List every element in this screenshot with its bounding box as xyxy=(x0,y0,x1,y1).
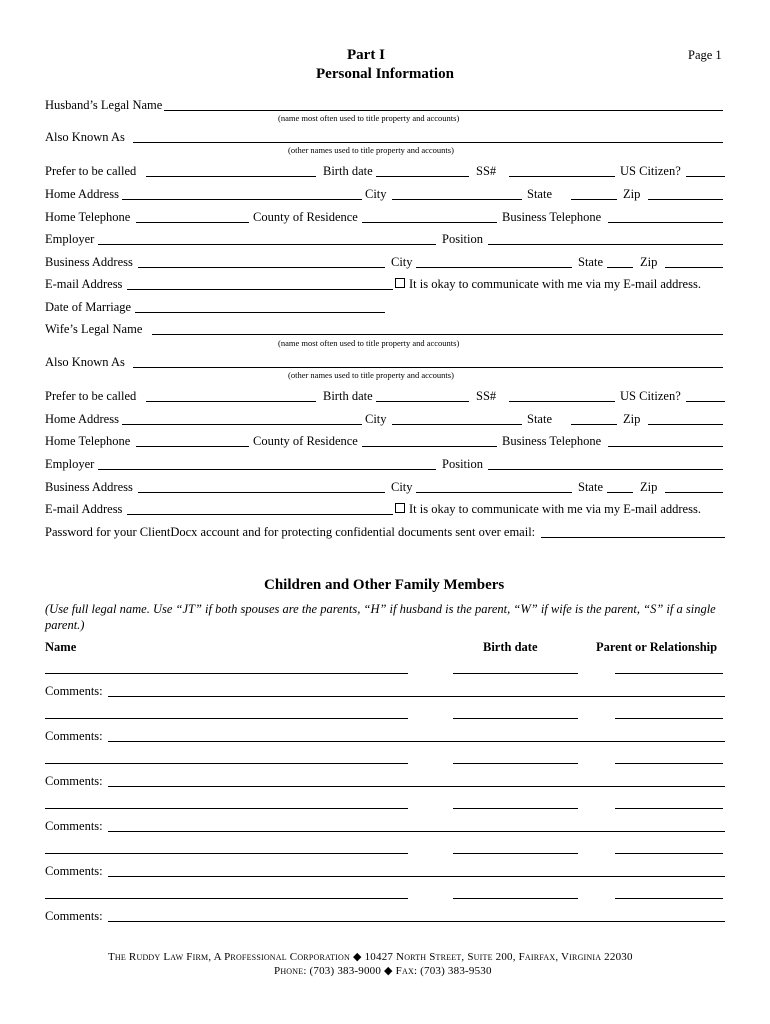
comments-label: Comments: xyxy=(45,909,103,923)
diamond-icon: ◆ xyxy=(384,965,393,977)
diamond-icon: ◆ xyxy=(352,951,362,963)
footer-line1 xyxy=(108,950,633,963)
wife-aka-label: Also Known As xyxy=(45,355,125,369)
children-instructions: (Use full legal name. Use “JT” if both spouses are the parents, “H” if husband is the parent, “W” if wife is the parent, “S” if a single parent.) xyxy=(45,602,716,632)
child-parent-field[interactable] xyxy=(615,853,723,854)
wife-county-label: County of Residence xyxy=(253,434,358,448)
wife-prefer-field[interactable] xyxy=(146,401,316,402)
firm-address: 10427 North Street, Suite 200, Fairfax, Virginia 22030 xyxy=(364,951,633,963)
husband-employer-label: Employer xyxy=(45,232,95,246)
child-birth-field[interactable] xyxy=(453,673,578,674)
child-name-field[interactable] xyxy=(45,763,408,764)
child-birth-field[interactable] xyxy=(453,898,578,899)
comments-label: Comments: xyxy=(45,774,103,788)
husband-prefer-field[interactable] xyxy=(146,176,316,177)
comments-field[interactable] xyxy=(108,741,725,742)
child-name-field[interactable] xyxy=(45,853,408,854)
child-name-field[interactable] xyxy=(45,808,408,809)
husband-bus-zip-field[interactable] xyxy=(665,267,723,268)
wife-employer-field[interactable] xyxy=(98,469,436,470)
husband-position-field[interactable] xyxy=(488,244,723,245)
husband-aka-label: Also Known As xyxy=(45,130,125,144)
husband-bus-tel-field[interactable] xyxy=(608,222,723,223)
password-label: Password for your ClientDocx account and for protecting confidential documents sent over email: xyxy=(45,525,536,539)
comments-field[interactable] xyxy=(108,921,725,922)
wife-bus-tel-field[interactable] xyxy=(608,446,723,447)
husband-legal-name-label: Husband’s Legal Name xyxy=(45,98,163,112)
wife-bus-tel-label: Business Telephone xyxy=(502,434,602,448)
husband-home-tel-label: Home Telephone xyxy=(45,210,131,224)
husband-bus-address-field[interactable] xyxy=(138,267,385,268)
comments-field[interactable] xyxy=(108,696,725,697)
firm-phone: Phone: (703) 383-9000 xyxy=(274,965,382,977)
comments-field[interactable] xyxy=(108,786,725,787)
husband-birth-label: Birth date xyxy=(323,164,373,178)
husband-ss-field[interactable] xyxy=(509,176,615,177)
comments-field[interactable] xyxy=(108,831,725,832)
husband-prefer-label: Prefer to be called xyxy=(45,164,137,178)
husband-bus-city-field[interactable] xyxy=(416,267,572,268)
wife-bus-city-field[interactable] xyxy=(416,492,572,493)
child-parent-field[interactable] xyxy=(615,808,723,809)
husband-county-field[interactable] xyxy=(362,222,497,223)
wife-employer-label: Employer xyxy=(45,457,95,471)
wife-home-tel-label: Home Telephone xyxy=(45,434,131,448)
col-name-header: Name xyxy=(45,640,77,654)
wife-prefer-label: Prefer to be called xyxy=(45,389,137,403)
wife-county-field[interactable] xyxy=(362,446,497,447)
wife-zip-label: Zip xyxy=(623,412,641,426)
child-name-field[interactable] xyxy=(45,673,408,674)
wife-state-label: State xyxy=(527,412,552,426)
footer-line2 xyxy=(274,964,492,977)
wife-bus-address-label: Business Address xyxy=(45,480,133,494)
husband-aka-note: (other names used to title property and accounts) xyxy=(288,145,454,155)
wife-legal-name-label: Wife’s Legal Name xyxy=(45,322,143,336)
husband-bus-state-field[interactable] xyxy=(607,267,633,268)
husband-city-field[interactable] xyxy=(392,199,522,200)
wife-bus-zip-label: Zip xyxy=(640,480,658,494)
husband-ss-label: SS# xyxy=(476,164,497,178)
col-birth-header: Birth date xyxy=(483,640,538,654)
husband-employer-field[interactable] xyxy=(98,244,436,245)
husband-zip-label: Zip xyxy=(623,187,641,201)
children-section-title: Children and Other Family Members xyxy=(264,577,505,593)
comments-field[interactable] xyxy=(108,876,725,877)
husband-home-address-label: Home Address xyxy=(45,187,119,201)
wife-position-label: Position xyxy=(442,457,483,471)
wife-bus-zip-field[interactable] xyxy=(665,492,723,493)
comments-label: Comments: xyxy=(45,684,103,698)
husband-email-ok[interactable] xyxy=(395,277,701,292)
wife-zip-field[interactable] xyxy=(648,424,723,425)
husband-email-ok-label: It is okay to communicate with me via my E-mail address. xyxy=(409,277,701,291)
wife-legal-name-field[interactable] xyxy=(152,334,723,335)
child-birth-field[interactable] xyxy=(453,808,578,809)
husband-bus-address-label: Business Address xyxy=(45,255,133,269)
wife-bus-address-field[interactable] xyxy=(138,492,385,493)
child-parent-field[interactable] xyxy=(615,718,723,719)
husband-position-label: Position xyxy=(442,232,483,246)
wife-ss-label: SS# xyxy=(476,389,497,403)
husband-bus-state-label: State xyxy=(578,255,603,269)
husband-city-label: City xyxy=(365,187,387,201)
wife-city-label: City xyxy=(365,412,387,426)
wife-citizen-field[interactable] xyxy=(686,401,725,402)
husband-legal-name-note: (name most often used to title property and accounts) xyxy=(278,113,460,123)
child-name-field[interactable] xyxy=(45,898,408,899)
husband-home-address-field[interactable] xyxy=(122,199,362,200)
wife-bus-state-field[interactable] xyxy=(607,492,633,493)
wife-aka-note: (other names used to title property and accounts) xyxy=(288,370,454,380)
checkbox-icon[interactable] xyxy=(395,278,405,288)
child-parent-field[interactable] xyxy=(615,673,723,674)
wife-birth-field[interactable] xyxy=(376,401,469,402)
wife-aka-field[interactable] xyxy=(133,367,723,368)
husband-home-tel-field[interactable] xyxy=(136,222,249,223)
wife-home-address-field[interactable] xyxy=(122,424,362,425)
husband-bus-tel-label: Business Telephone xyxy=(502,210,602,224)
comments-label: Comments: xyxy=(45,864,103,878)
part-heading: Part I xyxy=(347,47,385,63)
husband-zip-field[interactable] xyxy=(648,199,723,200)
husband-email-field[interactable] xyxy=(127,289,393,290)
child-birth-field[interactable] xyxy=(453,718,578,719)
wife-email-ok[interactable] xyxy=(395,502,701,517)
wife-home-address-label: Home Address xyxy=(45,412,119,426)
wife-birth-label: Birth date xyxy=(323,389,373,403)
wife-citizen-label: US Citizen? xyxy=(620,389,681,403)
wife-home-tel-field[interactable] xyxy=(136,446,249,447)
firm-fax: Fax: (703) 383-9530 xyxy=(395,965,492,977)
husband-citizen-label: US Citizen? xyxy=(620,164,681,178)
wife-bus-state-label: State xyxy=(578,480,603,494)
child-birth-field[interactable] xyxy=(453,763,578,764)
marriage-date-field[interactable] xyxy=(135,312,385,313)
page-title: Personal Information xyxy=(316,66,454,82)
husband-bus-zip-label: Zip xyxy=(640,255,658,269)
wife-email-label: E-mail Address xyxy=(45,502,123,516)
firm-name: The Ruddy Law Firm, A Professional Corporation xyxy=(108,951,351,963)
husband-state-label: State xyxy=(527,187,552,201)
checkbox-icon[interactable] xyxy=(395,503,405,513)
marriage-date-label: Date of Marriage xyxy=(45,300,132,314)
husband-citizen-field[interactable] xyxy=(686,176,725,177)
wife-state-field[interactable] xyxy=(571,424,617,425)
husband-aka-field[interactable] xyxy=(133,142,723,143)
husband-bus-city-label: City xyxy=(391,255,413,269)
wife-city-field[interactable] xyxy=(392,424,522,425)
husband-legal-name-field[interactable] xyxy=(164,110,723,111)
wife-bus-city-label: City xyxy=(391,480,413,494)
wife-ss-field[interactable] xyxy=(509,401,615,402)
wife-email-ok-label: It is okay to communicate with me via my E-mail address. xyxy=(409,502,701,516)
child-name-field[interactable] xyxy=(45,718,408,719)
col-parent-header: Parent or Relationship xyxy=(596,640,718,654)
husband-state-field[interactable] xyxy=(571,199,617,200)
child-birth-field[interactable] xyxy=(453,853,578,854)
wife-position-field[interactable] xyxy=(488,469,723,470)
wife-email-field[interactable] xyxy=(127,514,393,515)
page-number: Page 1 xyxy=(688,48,722,62)
child-parent-field[interactable] xyxy=(615,763,723,764)
husband-county-label: County of Residence xyxy=(253,210,358,224)
comments-label: Comments: xyxy=(45,729,103,743)
password-field[interactable] xyxy=(541,537,725,538)
child-parent-field[interactable] xyxy=(615,898,723,899)
husband-email-label: E-mail Address xyxy=(45,277,123,291)
comments-label: Comments: xyxy=(45,819,103,833)
wife-legal-name-note: (name most often used to title property and accounts) xyxy=(278,338,460,348)
husband-birth-field[interactable] xyxy=(376,176,469,177)
